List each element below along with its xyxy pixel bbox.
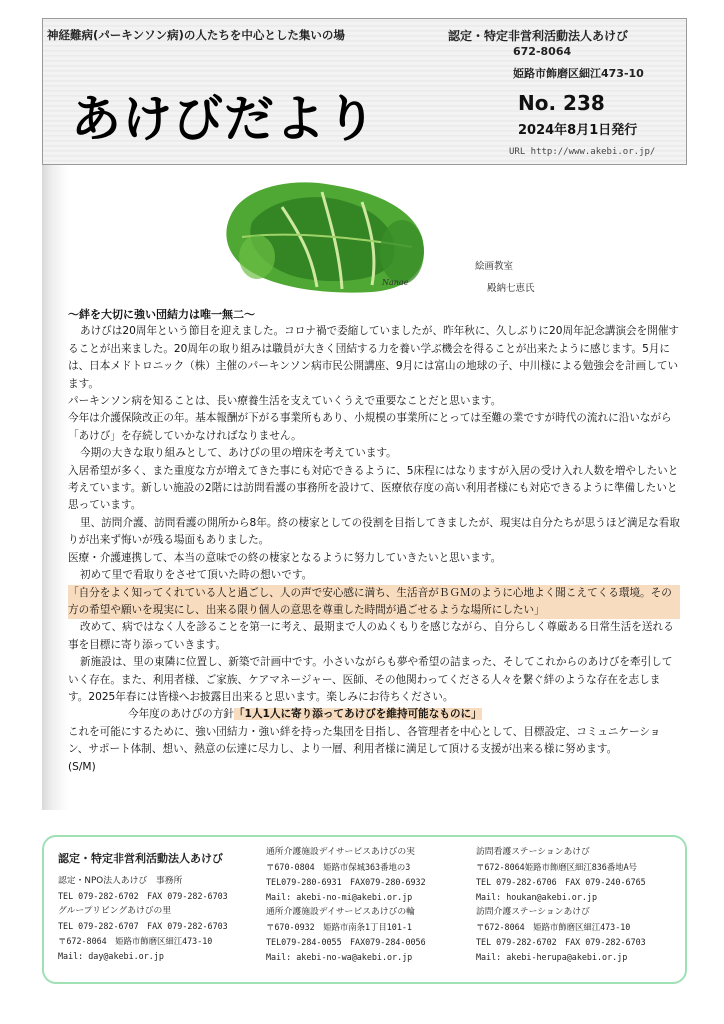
footer-service-address: 〒670-0804 姫路市保城363番地の3 (266, 862, 411, 872)
newsletter-title: あけびだより (71, 89, 377, 148)
article-paragraph: 今年は介護保険改正の年。基本報酬が下がる事業所もあり、小規模の事業所にとっては至難の業ですが時代の流れに沿いながら「あけび」を存続していかなければなりません。 (68, 412, 672, 442)
footer-mail-link[interactable]: Mail: houkan@akebi.or.jp (476, 892, 598, 902)
left-margin-strip (42, 160, 68, 810)
article-paragraph: パーキンソン病を知ることは、長い療養生活を支えていくうえで重要なことだと思います。 (68, 395, 502, 408)
cabbage-illustration (222, 177, 444, 295)
footer-service-name: 通所介護施設デイサービスあけびの実 (266, 847, 415, 857)
header-address: 姫路市飾磨区細江473-10 (513, 67, 644, 80)
header-tagline: 神経難病(パーキンソン病)の人たちを中心とした集いの場 (47, 28, 345, 42)
footer-gh-tel: TEL 079-282-6707 FAX 079-282-6703 (58, 921, 228, 931)
article-paragraph: あけびは20周年という節目を迎えました。コロナ禍で委縮していましたが、昨年秋に、久しぶりに20周年記念講演会を開催することが出来ました。20周年の取り組みは職員が大きく団結する力を養い学ぶ機会を得ることが出来たように感じます。5月には、日本メドトロニック（株）主催のパーキンソン病市民公開講座、9月には富山の地球の子、中川様による勉強会を計画しています。 (68, 325, 680, 390)
footer-service-tel: TEL079-284-0055 FAX079-284-0056 (266, 937, 426, 947)
footer-mail-link[interactable]: Mail: akebi-herupa@akebi.or.jp (476, 952, 628, 962)
header-zip: 672-8064 (513, 45, 572, 58)
artist-signature: Nanae (382, 278, 409, 287)
article-paragraph: 新施設は、里の東隣に位置し、新築で計画中です。小さいながらも夢や希望の詰まった、そしてこれからのあけびを牽引していく存在。また、利用者様、ご家族、ケアマネージャー、医師、その他関わってくださる人々を繋ぐ絆のような存在を志します。2025年春には皆様へお披露目出来ると思います。楽しみにお待ちください。 (68, 656, 673, 703)
footer-service-name: 訪問介護ステーションあけび (476, 907, 590, 917)
author-initials: (S/M) (68, 760, 96, 773)
article-closing (68, 724, 680, 776)
footer-service-tel: TEL079-280-6931 FAX079-280-6932 (266, 877, 426, 887)
footer-service-address: 〒672-8064 姫路市飾磨区細江473-10 (476, 922, 631, 932)
illustration-caption-class: 絵画教室 (475, 261, 514, 272)
footer-service-address: 〒672-8064姫路市飾磨区細江836番地A号 (476, 862, 638, 872)
footer-service-tel: TEL 079-282-6702 FAX 079-282-6703 (476, 937, 646, 947)
footer-mail-link[interactable]: Mail: akebi-no-mi@akebi.or.jp (266, 892, 413, 902)
article-paragraph: 医療・介護連携して、本当の意味での終の棲家となるように努力していきたいと思います。 (68, 551, 502, 564)
footer-mail-link[interactable]: Mail: akebi-no-wa@akebi.or.jp (266, 952, 413, 962)
contact-footer (42, 835, 687, 984)
issue-date: 2024年8月1日発行 (518, 123, 638, 138)
footer-service-tel: TEL 079-282-6706 FAX 079-240-6765 (476, 877, 646, 887)
footer-service-name: 通所介護施設デイサービスあけびの輪 (266, 907, 415, 917)
issue-number: No. 238 (518, 91, 605, 115)
main-article (68, 306, 680, 776)
article-paragraph: 今期の大きな取り組みとして、あけびの里の増床を考えています。 (80, 447, 397, 460)
illustration-caption-artist: 殿納七恵氏 (487, 283, 535, 294)
header-org-name: 認定・特定非営利活動法人あけび (448, 29, 629, 43)
policy-prefix: 今年度のあけびの方針 (128, 708, 234, 721)
article-headline: ～絆を大切に強い団結力は唯一無二～ (68, 308, 255, 321)
policy-highlight: 「1人1人に寄り添ってあけびを維持可能なものに」 (233, 708, 482, 721)
article-paragraph: 改めて、病ではなく人を診ることを第一に考え、最期まで人のぬくもりを感じながら、自分らしく尊厳ある日常生活を送れる事を目標に寄り添っていきます。 (68, 621, 674, 651)
footer-column-main (58, 851, 273, 964)
footer-org-title: 認定・特定非営利活動法人あけび (58, 852, 223, 865)
footer-column-visit-services (476, 845, 681, 965)
closing-text: これを可能にするために、強い団結力・強い絆を持った集団を目指し、各管理者を中心として、目標設定、コミュニケーション、サポート体制、想い、熱意の伝達に尽力し、より一層、利用者様に満足して頂ける支援が出来る様に努めます。 (68, 725, 661, 756)
footer-service-address: 〒670-0932 姫路市南条1丁目101-1 (266, 922, 412, 932)
newsletter-header (42, 18, 687, 165)
article-paragraph: 里、訪問介護、訪問看護の開所から8年。終の棲家としての役割を目指してきましたが、現実は自分たちが思うほど満足な看取りが出来ず悔いが残る場面もありました。 (68, 516, 680, 547)
footer-service-name: 訪問看護ステーションあけび (476, 847, 590, 857)
header-url: URL http://www.akebi.or.jp/ (509, 147, 656, 157)
footer-gh-name: グループリビングあけびの里 (58, 906, 172, 916)
footer-gh-address: 〒672-8064 姫路市飾磨区細江473-10 (58, 936, 213, 946)
footer-office-name: 認定・NPO法人あけび 事務所 (58, 876, 183, 886)
footer-office-tel: TEL 079-282-6702 FAX 079-282-6703 (58, 891, 228, 901)
policy-line (68, 706, 680, 723)
article-paragraph: 入居希望が多く、また重度な方が増えてきた事にも対応できるように、5床程にはなりますが入居の受け入れ人数を増やしたいと考えています。新しい施設の2階には訪問看護の事務所を設けて、医療依存度の高い利用者様にも対応できるように準備したいと思っています。 (68, 464, 679, 512)
footer-column-day-services (266, 845, 476, 965)
highlighted-quote: 「自分をよく知ってくれている人と過ごし、人の声で安心感に満ち、生活音がＢＧＭのように心地よく聞こえてくる環境。その方の希望や願いを現実にし、出来る限り個人の意思を尊重した時間が過ごせるような場所にしたい」 (68, 585, 680, 620)
footer-mail-link[interactable]: Mail: day@akebi.or.jp (58, 951, 164, 961)
article-paragraph: 初めて里で看取りをさせて頂いた時の想いです。 (80, 569, 313, 582)
